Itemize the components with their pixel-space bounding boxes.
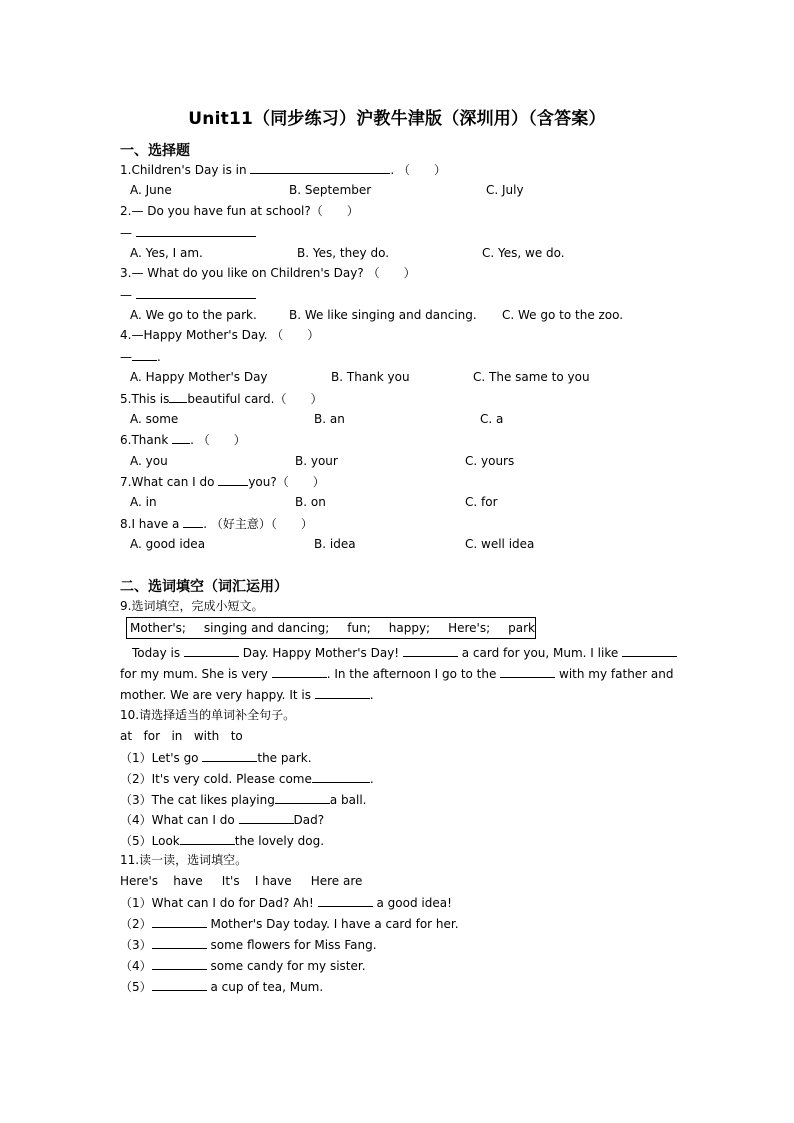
answer-blank[interactable]: [272, 665, 327, 678]
answer-blank[interactable]: [312, 770, 370, 783]
item-line: （1）Let's go the park.: [120, 751, 312, 765]
option-b[interactable]: B. on: [295, 495, 326, 509]
word-list: at for in with to: [120, 729, 243, 743]
question-10-label: 10.请选择适当的单词补全句子。: [120, 708, 296, 722]
question-8: 8.I have a . （好主意）（ ）: [120, 517, 313, 531]
option-b[interactable]: B. Yes, they do.: [297, 246, 390, 260]
section-2-heading: 二、选词填空（词汇运用）: [120, 579, 288, 595]
option-b[interactable]: B. We like singing and dancing.: [289, 308, 477, 322]
question-11-label: 11.读一读，选词填空。: [120, 853, 248, 867]
option-c[interactable]: C. for: [465, 495, 498, 509]
option-c[interactable]: C. Yes, we do.: [482, 246, 565, 260]
option-a[interactable]: A. in: [130, 495, 157, 509]
answer-blank[interactable]: [136, 286, 256, 299]
option-a[interactable]: A. you: [130, 454, 168, 468]
question-1: 1.Children's Day is in . （ ）: [120, 163, 447, 177]
word-list: Here's have It's I have Here are: [120, 874, 363, 888]
answer-blank[interactable]: [184, 644, 239, 657]
answer-blank[interactable]: [172, 431, 190, 444]
word-bank-item: happy;: [388, 621, 431, 635]
answer-blank[interactable]: [218, 473, 248, 486]
option-c[interactable]: C. July: [486, 183, 524, 197]
item-line: （3） some flowers for Miss Fang.: [120, 938, 377, 952]
item-line: （1）What can I do for Dad? Ah! a good idea!: [120, 896, 452, 910]
item-line: （5）Look the lovely dog.: [120, 834, 325, 848]
answer-blank[interactable]: [239, 811, 294, 824]
option-a[interactable]: A. We go to the park.: [130, 308, 257, 322]
page-title: Unit11（同步练习）沪教牛津版（深圳用）（含答案）: [188, 109, 606, 129]
question-3: 3.— What do you like on Children's Day? （ ）: [120, 266, 416, 280]
option-c[interactable]: C. yours: [465, 454, 515, 468]
answer-blank[interactable]: [275, 791, 330, 804]
answer-blank[interactable]: [152, 915, 207, 928]
question-9-label: 9.选词填空，完成小短文。: [120, 599, 264, 613]
option-a[interactable]: A. some: [130, 412, 179, 426]
option-b[interactable]: B. your: [295, 454, 338, 468]
answer-blank[interactable]: [152, 978, 207, 991]
option-a[interactable]: A. Happy Mother's Day: [130, 370, 268, 384]
answer-blank[interactable]: [500, 665, 555, 678]
word-bank-item: fun;: [347, 621, 371, 635]
option-a[interactable]: A. good idea: [130, 537, 206, 551]
answer-blank[interactable]: [315, 686, 370, 699]
option-a[interactable]: A. June: [130, 183, 172, 197]
answer-blank[interactable]: [403, 644, 458, 657]
passage-line: mother. We are very happy. It is .: [120, 688, 374, 702]
answer-blank[interactable]: [169, 390, 187, 403]
option-b[interactable]: B. an: [314, 412, 345, 426]
question-5: 5.This is beautiful card.（ ）: [120, 392, 323, 406]
item-line: （4） some candy for my sister.: [120, 959, 366, 973]
option-c[interactable]: C. We go to the zoo.: [502, 308, 624, 322]
answer-blank[interactable]: [152, 957, 207, 970]
item-line: （3）The cat likes playing a ball.: [120, 793, 367, 807]
passage-line: for my mum. She is very . In the afternoon I go to the with my father and: [120, 667, 674, 681]
option-c[interactable]: C. a: [480, 412, 504, 426]
answer-blank[interactable]: [132, 348, 157, 361]
answer-blank[interactable]: [622, 644, 677, 657]
option-b[interactable]: B. idea: [314, 537, 356, 551]
item-line: （2） Mother's Day today. I have a card for her.: [120, 917, 459, 931]
answer-blank[interactable]: [136, 224, 256, 237]
answer-blank[interactable]: [183, 515, 203, 528]
word-bank-item: Here's;: [448, 621, 491, 635]
reply-line: — .: [120, 350, 161, 364]
question-4: 4.—Happy Mother's Day. （ ）: [120, 328, 320, 342]
word-bank-item: singing and dancing;: [203, 621, 330, 635]
reply-line: —: [120, 286, 256, 303]
answer-blank[interactable]: [152, 936, 207, 949]
answer-blank[interactable]: [250, 161, 390, 174]
option-a[interactable]: A. Yes, I am.: [130, 246, 203, 260]
question-7: 7.What can I do you?（ ）: [120, 475, 325, 489]
question-6: 6.Thank . （ ）: [120, 433, 246, 447]
question-2: 2.— Do you have fun at school?（ ）: [120, 204, 359, 218]
answer-blank[interactable]: [180, 832, 235, 845]
option-c[interactable]: C. The same to you: [473, 370, 590, 384]
answer-blank[interactable]: [318, 894, 373, 907]
word-bank-box: [126, 617, 536, 639]
item-line: （5） a cup of tea, Mum.: [120, 980, 324, 994]
word-bank-item: Mother's;: [130, 621, 186, 635]
answer-blank[interactable]: [202, 749, 257, 762]
word-bank-item: park: [508, 621, 536, 635]
item-line: （4）What can I do Dad?: [120, 813, 325, 827]
passage-line: Today is Day. Happy Mother's Day! a card for you, Mum. I like: [132, 644, 677, 661]
option-b[interactable]: B. Thank you: [331, 370, 410, 384]
option-b[interactable]: B. September: [289, 183, 372, 197]
section-1-heading: 一、选择题: [120, 143, 190, 159]
option-c[interactable]: C. well idea: [465, 537, 535, 551]
item-line: （2）It's very cold. Please come .: [120, 772, 374, 786]
reply-line: —: [120, 224, 256, 241]
